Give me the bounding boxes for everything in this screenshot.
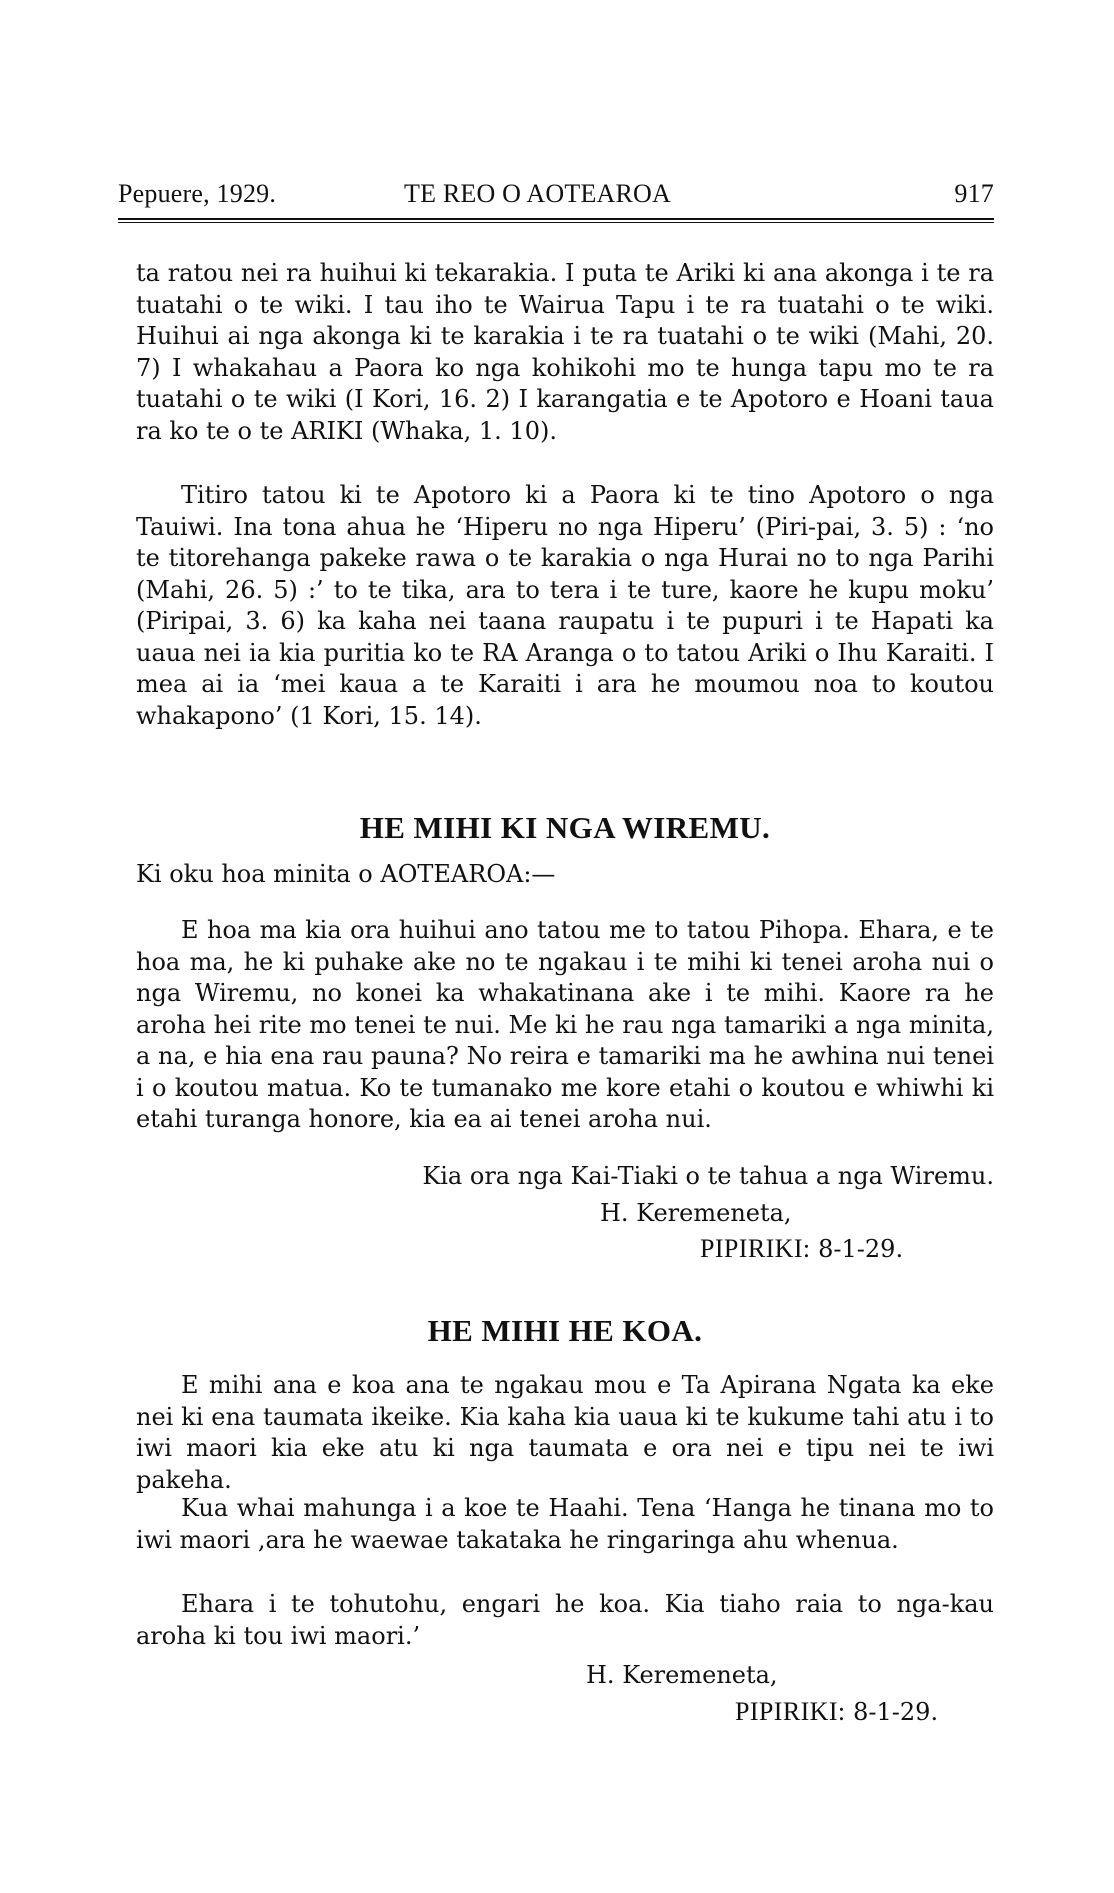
article3-paragraph3-block (136, 1589, 994, 1652)
article2-dateline (700, 1234, 903, 1264)
article3-title: HE MIHI HE KOA. (427, 1313, 703, 1348)
article2-paragraph: E hoa ma kia ora huihui ano tatou me to tatou Pihopa. Ehara, e te hoa ma, he ki puhake ake no te ngakau i te mihi ki tenei aroha nui o nga Wiremu, no konei ka whakatinana ake i te mihi. Kaore ra he aroha hei rite mo tenei te nui. Me ki he rau nga tamariki a nga minita, a na, e hia ena rau pauna? No reira e tamariki ma he awhina nui tenei i o koutou matua. Ko te tumanako me kore etahi o koutou e whiwhi ki etahi turanga honore, kia ea ai tenei aroha nui. (136, 916, 994, 1133)
article3-paragraph1-block (136, 1370, 994, 1496)
article3-place: PIPIRIKI: (735, 1697, 846, 1726)
article3-signature: H. Keremeneta, (586, 1661, 778, 1689)
article3-date: 8-1-29. (853, 1698, 939, 1726)
header-rule (118, 218, 994, 220)
article3-paragraph3: Ehara i te tohutohu, engari he koa. Kia tiaho raia to nga-kau aroha ki tou iwi maori.’ (136, 1590, 994, 1650)
article1-paragraph1: ta ratou nei ra huihui ki tekarakia. I puta te Ariki ki ana akonga i te ra tuatahi o te wiki. I tau iho te Wairua Tapu i te ra tuatahi o te wiki. Huihui ai nga akonga ki te karakia i te ra tuatahi o te wiki (Mahi, 20. 7) I whakahau a Paora ko nga kohikohi mo te hunga tapu mo te ra tuatahi o te wiki (I Kori, 16. 2) I karangatia e te Apotoro e Hoani taua ra ko te o te ARIKI (Whaka, 1. 10). (136, 259, 994, 445)
article1-paragraph1-block (136, 258, 994, 447)
article3-paragraph2-block (136, 1493, 994, 1556)
article3-dateline (735, 1697, 938, 1727)
header-date: Pepuere, 1929. (118, 179, 277, 208)
article3-paragraph2: Kua whai mahunga i a koe te Haahi. Tena ‘Hanga he tinana mo to iwi maori ,ara he waewae takataka he ringaringa ahu whenua. (136, 1494, 994, 1554)
article1-paragraph2-block (136, 480, 994, 732)
article2-closing: Kia ora nga Kai-Tiaki o te tahua a nga Wiremu. (422, 1162, 994, 1190)
header-title: TE REO O AOTEAROA (404, 179, 671, 208)
article2-title: HE MIHI KI NGA WIREMU. (359, 810, 771, 845)
article3-paragraph1: E mihi ana e koa ana te ngakau mou e Ta Apirana Ngata ka eke nei ki ena taumata ikeike. Kia kaha kia uaua ki te kukume tahi atu i to iwi maori kia eke atu ki nga taumata e ora nei e tipu nei te iwi pakeha. (136, 1371, 994, 1494)
page-number: 917 (954, 179, 994, 208)
article2-date: 8-1-29. (818, 1235, 904, 1263)
article2-salutation: Ki oku hoa minita o AOTEAROA:— (136, 860, 556, 888)
article2-paragraph-block (136, 915, 994, 1136)
running-header (118, 177, 994, 217)
header-rule-thin (118, 222, 994, 223)
article2-signature: H. Keremeneta, (600, 1199, 792, 1227)
article2-place: PIPIRIKI: (700, 1234, 811, 1263)
article1-paragraph2: Titiro tatou ki te Apotoro ki a Paora ki te tino Apotoro o nga Tauiwi. Ina tona ahua he ‘Hiperu no nga Hiperu’ (Piri-pai, 3. 5) : ‘no te titorehanga pakeke rawa o te karakia o nga Hurai no to nga Parihi (Mahi, 26. 5) :’ to te tika, ara to tera i te ture, kaore he kupu moku’ (Piripai, 3. 6) ka kaha nei taana raupatu i te pupuri i te Hapati ka uaua nei ia kia puritia ko te RA Aranga o to tatou Ariki o Ihu Karaiti. I mea ai ia ‘mei kaua a te Karaiti i ara he moumou noa to koutou whakapono’ (1 Kori, 15. 14). (136, 481, 994, 730)
